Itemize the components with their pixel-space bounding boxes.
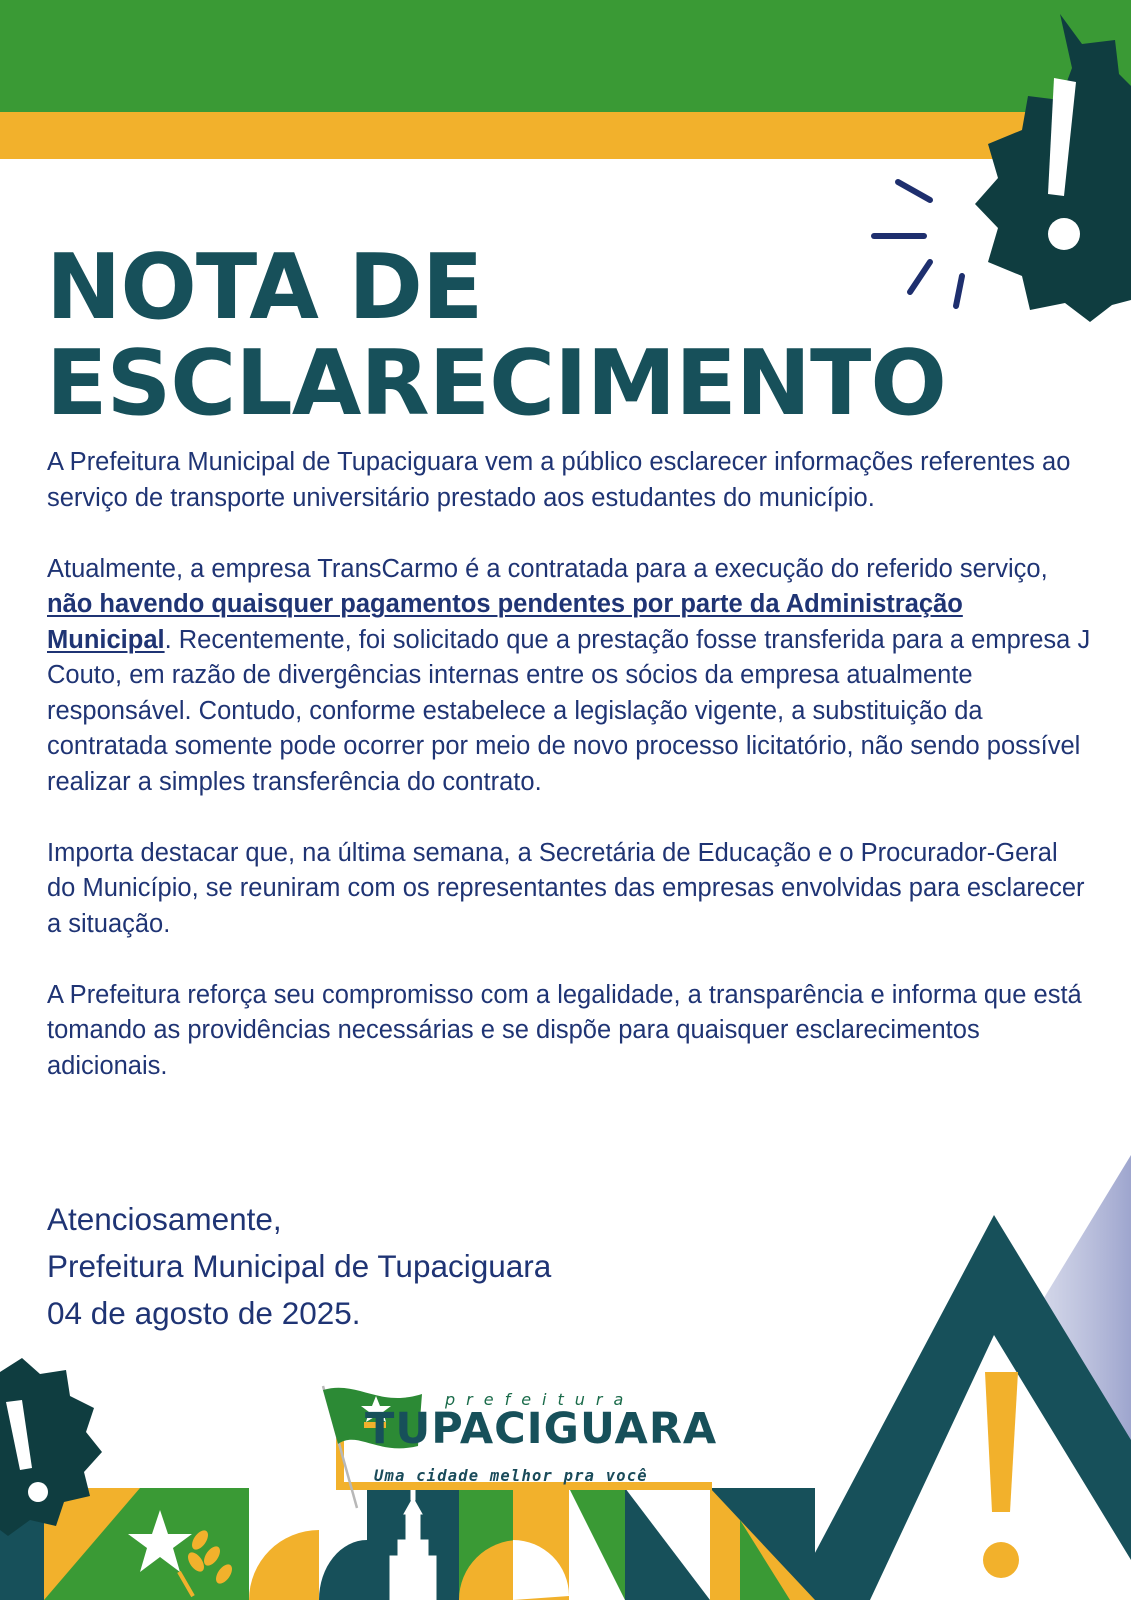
date: 04 de agosto de 2025.	[47, 1295, 361, 1331]
paragraph-commitment: A Prefeitura reforça seu compromisso com a legalidade, a transparência e informa que está tomando as providências necessárias e se dispõe para quaisquer esclarecimentos adicionais.	[47, 980, 1082, 1080]
salutation: Atenciosamente,	[47, 1201, 282, 1237]
top-green-band	[0, 0, 1131, 112]
top-yellow-band	[0, 112, 1131, 159]
logo-prefeitura-text: prefeitura	[445, 1390, 635, 1409]
closing-block	[47, 1196, 551, 1337]
paragraph-contract	[47, 552, 1092, 801]
body-content	[47, 445, 1092, 1120]
paragraph-meeting: Importa destacar que, na última semana, a Secretária de Educação e o Procurador-Geral do Município, se reuniram com os representantes das empresas envolvidas para esclarecer a situação.	[47, 838, 1085, 938]
paragraph-contract-start: Atualmente, a empresa TransCarmo é a contratada para a execução do referido serviço,	[47, 554, 1048, 583]
title-line-2: ESCLARECIMENTO	[46, 331, 946, 436]
signature: Prefeitura Municipal de Tupaciguara	[47, 1248, 552, 1284]
paragraph-contract-end: . Recentemente, foi solicitado que a prestação fosse transferida para a empresa J Couto, em razão de divergências internas entre os sócios da empresa atualmente responsável. Contudo, conforme estabelece a legislação vigente, a substituição da contratada somente pode ocorrer por meio de novo processo licitatório, não sendo possível realizar a simples transferência do contrato.	[47, 625, 1091, 796]
bottom-left-tiles	[0, 1488, 815, 1600]
logo-city-name: TUPACIGUARA	[365, 1404, 718, 1454]
paragraph-intro: A Prefeitura Municipal de Tupaciguara vem a público esclarecer informações referentes ao serviço de transporte universitário prestado aos estudantes do município.	[47, 448, 1071, 512]
title-line-1: NOTA DE	[46, 235, 483, 340]
logo-slogan: Uma cidade melhor pra você	[374, 1467, 648, 1485]
highlight-no-pending-payments: não havendo quaisquer pagamentos pendentes por parte da Administração Municipal	[47, 590, 963, 654]
page-title	[46, 235, 946, 436]
